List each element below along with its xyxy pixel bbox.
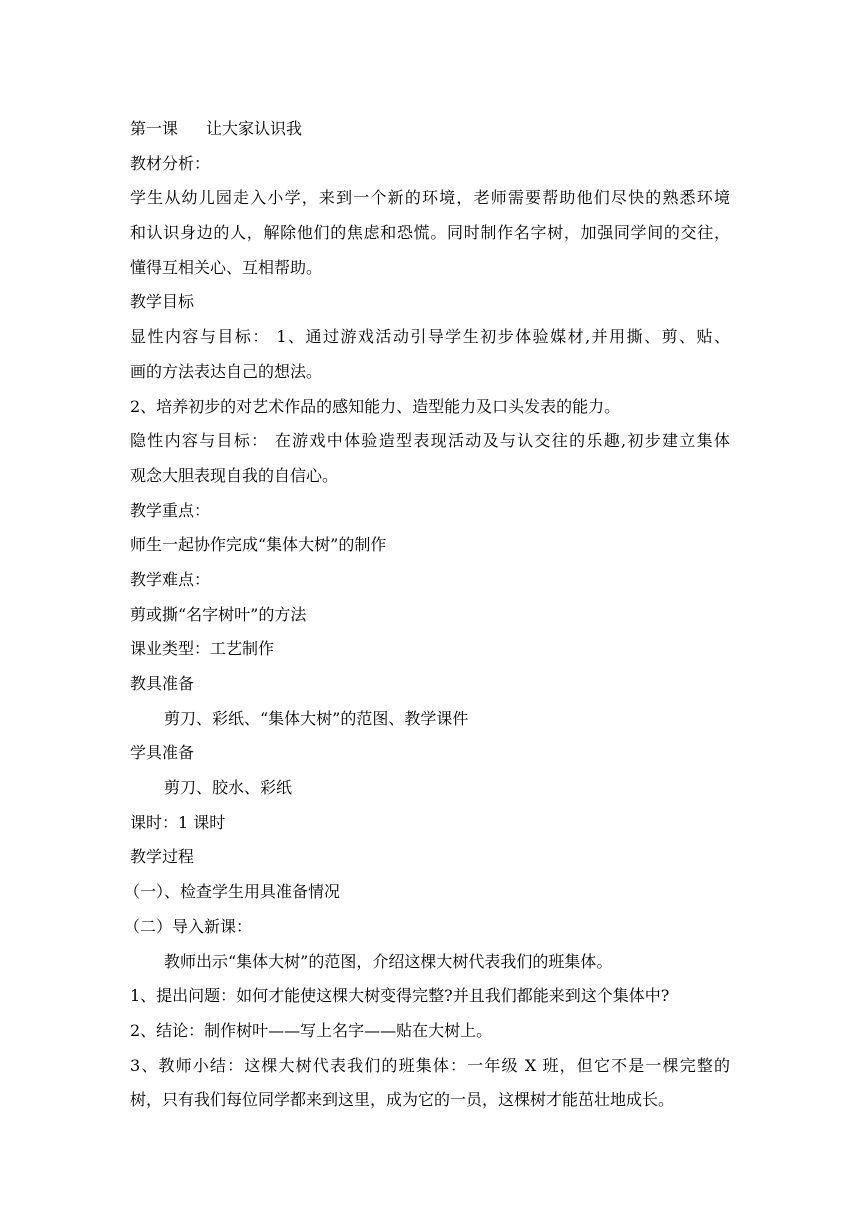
lesson-type: 课业类型：工艺制作 <box>130 639 275 659</box>
paragraph-line: 画的方法表达自己的想法。 <box>130 361 323 381</box>
section-heading-teacher-materials: 教具准备 <box>130 674 195 693</box>
lesson-number: 第一课 <box>130 119 179 138</box>
paragraph-line: 显性内容与目标： 1、通过游戏活动引导学生初步体验媒材,并用撕、剪、贴、 <box>130 327 730 347</box>
list-item: 2、结论：制作树叶——写上名字——贴在大树上。 <box>130 1020 493 1040</box>
list-item: 1、提出问题：如何才能使这棵大树变得完整?并且我们都能来到这个集体中? <box>130 986 670 1006</box>
paragraph-line: 懂得互相关心、互相帮助。 <box>130 257 323 277</box>
paragraph-line: 剪刀、彩纸、“集体大树”的范图、教学课件 <box>164 708 469 728</box>
paragraph-line: 学生从幼儿园走入小学，来到一个新的环境，老师需要帮助他们尽快的熟悉环境 <box>130 188 730 208</box>
lesson-heading <box>130 112 730 147</box>
paragraph-line: 剪刀、胶水、彩纸 <box>164 778 293 798</box>
section-heading-student-materials: 学具准备 <box>130 743 195 763</box>
process-step: （二）导入新课： <box>124 916 253 936</box>
paragraph-line: 隐性内容与目标： 在游戏中体验造型表现活动及与认交往的乐趣,初步建立集体 <box>130 431 730 451</box>
paragraph-line: 师生一起协作完成“集体大树”的制作 <box>130 535 387 555</box>
lesson-title: 让大家认识我 <box>206 119 303 138</box>
paragraph-line: 剪或撕“名字树叶”的方法 <box>130 604 307 624</box>
section-heading-key-points: 教学重点： <box>130 500 211 520</box>
section-heading-teaching-goals: 教学目标 <box>130 292 195 312</box>
paragraph-line: 教师出示“集体大树”的范图，介绍这棵大树代表我们的班集体。 <box>164 951 613 971</box>
section-heading-material-analysis: 教材分析： <box>130 153 211 173</box>
class-hours: 课时：1 课时 <box>130 812 226 832</box>
document-body <box>124 112 730 1118</box>
section-heading-teaching-process: 教学过程 <box>130 847 195 867</box>
process-step: （一）、检查学生用具准备情况 <box>124 882 341 902</box>
paragraph-line: 和认识身边的人，解除他们的焦虑和恐慌。同时制作名字树，加强同学间的交往， <box>130 223 730 243</box>
paragraph-line: 树，只有我们每位同学都来到这里，成为它的一员，这棵树才能茁壮地成长。 <box>130 1090 675 1110</box>
paragraph-line: 2、培养初步的对艺术作品的感知能力、造型能力及口头发表的能力。 <box>130 396 621 416</box>
section-heading-difficulties: 教学难点： <box>130 569 211 589</box>
paragraph-line: 观念大胆表现自我的自信心。 <box>130 465 339 485</box>
list-item: 3、教师小结：这棵大树代表我们的班集体：一年级 X 班，但它不是一棵完整的 <box>130 1055 730 1075</box>
